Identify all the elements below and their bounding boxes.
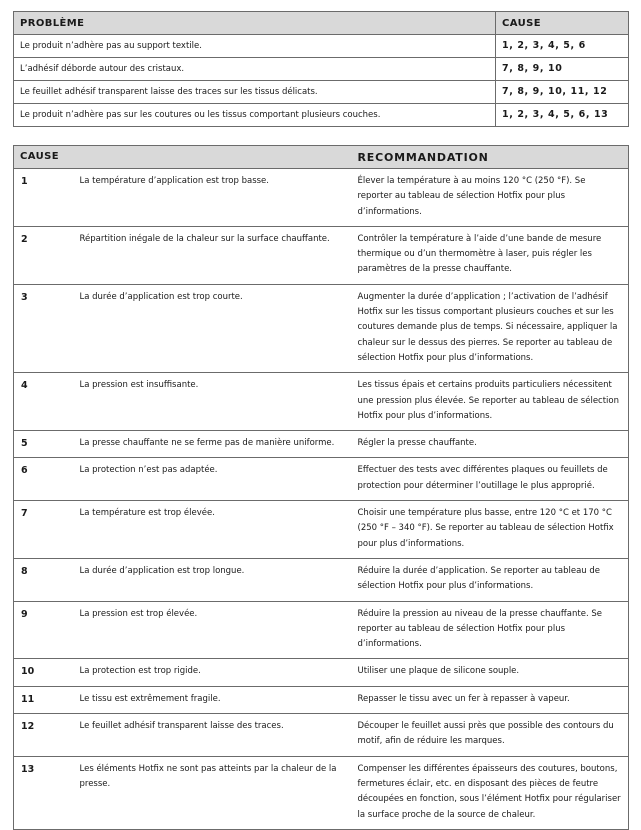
cause-text: Les éléments Hotfix ne sont pas atteints par la chaleur de la presse. [74,756,352,829]
cause-text: Le tissu est extrêmement fragile. [74,686,352,713]
table-row [14,35,629,58]
recommendation-text: Compenser les différentes épaisseurs des coutures, boutons, fermetures éclair, etc. en disposant des pièces de feutre découpées en fonction, sous l’élément Hotfix pour régulariser la surface proche de la source de chaleur. [352,756,629,829]
recommendation-text: Contrôler la température à l’aide d’une bande de mesure thermique ou d’un thermomètre à laser, puis régler les paramètres de la presse chauffante. [352,226,629,284]
problem-table [13,11,629,127]
header-spacer [74,146,352,169]
problem-cell: Le produit n’adhère pas sur les coutures ou les tissus comportant plusieurs couches. [14,104,496,127]
cause-number: 9 [14,601,74,659]
cause-number: 12 [14,714,74,757]
table-row [14,601,629,659]
cause-numbers-cell: 7, 8, 9, 10, 11, 12 [496,81,629,104]
cause-number: 10 [14,659,74,686]
table-row [14,284,629,372]
problem-table-header [14,12,629,35]
cause-text: La durée d’application est trop longue. [74,558,352,601]
table-row [14,458,629,501]
recommendation-text: Utiliser une plaque de silicone souple. [352,659,629,686]
cause-number: 6 [14,458,74,501]
table-row [14,686,629,713]
cause-number: 7 [14,501,74,559]
problem-cell: Le produit n’adhère pas au support textile. [14,35,496,58]
recommendation-text: Effectuer des tests avec différentes plaques ou feuillets de protection pour déterminer l’outillage le plus approprié. [352,458,629,501]
cause-text: La température est trop élevée. [74,501,352,559]
table-row [14,659,629,686]
recommendation-text: Les tissus épais et certains produits particuliers nécessitent une pression plus élevée. Se reporter au tableau de sélection Hotfix pour plus d’informations. [352,373,629,431]
header-problem: PROBLÈME [14,12,496,35]
cause-numbers-cell: 1, 2, 3, 4, 5, 6 [496,35,629,58]
recommendation-text: Repasser le tissu avec un fer à repasser à vapeur. [352,686,629,713]
cause-number: 2 [14,226,74,284]
header-cause: CAUSE [14,146,74,169]
cause-number: 8 [14,558,74,601]
header-cause: CAUSE [496,12,629,35]
recommendation-text: Découper le feuillet aussi près que possible des contours du motif, afin de réduire les marques. [352,714,629,757]
cause-number: 5 [14,431,74,458]
cause-number: 1 [14,169,74,227]
problem-cell: L’adhésif déborde autour des cristaux. [14,58,496,81]
table-row [14,501,629,559]
table-row [14,169,629,227]
table-row [14,104,629,127]
problem-cell: Le feuillet adhésif transparent laisse des traces sur les tissus délicats. [14,81,496,104]
cause-text: La protection n’est pas adaptée. [74,458,352,501]
table-row [14,714,629,757]
table-row [14,431,629,458]
recommendation-text: Choisir une température plus basse, entre 120 °C et 170 °C (250 °F – 340 °F). Se reporter au tableau de sélection Hotfix pour plus d’informations. [352,501,629,559]
cause-number: 3 [14,284,74,372]
table-row [14,558,629,601]
recommendation-text: Augmenter la durée d’application ; l’activation de l’adhésif Hotfix sur les tissus comportant plusieurs couches et sur les coutures demande plus de temps. Si nécessaire, appliquer la chaleur sur le dessus des pierres. Se reporter au tableau de sélection Hotfix pour plus d’informations. [352,284,629,372]
cause-text: La durée d’application est trop courte. [74,284,352,372]
table-row [14,756,629,829]
table-row [14,81,629,104]
cause-text: Le feuillet adhésif transparent laisse des traces. [74,714,352,757]
cause-number: 11 [14,686,74,713]
recommendation-text: Réduire la durée d’application. Se reporter au tableau de sélection Hotfix pour plus d’informations. [352,558,629,601]
table-row [14,373,629,431]
recommendation-text: Régler la presse chauffante. [352,431,629,458]
table-row [14,58,629,81]
header-recommendation: RECOMMANDATION [352,146,629,169]
recommendation-text: Réduire la pression au niveau de la presse chauffante. Se reporter au tableau de sélection Hotfix pour plus d’informations. [352,601,629,659]
cause-text: La presse chauffante ne se ferme pas de manière uniforme. [74,431,352,458]
cause-text: Répartition inégale de la chaleur sur la surface chauffante. [74,226,352,284]
recommendation-text: Élever la température à au moins 120 °C (250 °F). Se reporter au tableau de sélection Hotfix pour plus d’informations. [352,169,629,227]
cause-number: 13 [14,756,74,829]
cause-text: La protection est trop rigide. [74,659,352,686]
recommendation-table [13,145,629,830]
cause-numbers-cell: 7, 8, 9, 10 [496,58,629,81]
cause-number: 4 [14,373,74,431]
cause-numbers-cell: 1, 2, 3, 4, 5, 6, 13 [496,104,629,127]
recommendation-table-header [14,146,629,169]
table-row [14,226,629,284]
cause-text: La température d’application est trop basse. [74,169,352,227]
cause-text: La pression est insuffisante. [74,373,352,431]
cause-text: La pression est trop élevée. [74,601,352,659]
